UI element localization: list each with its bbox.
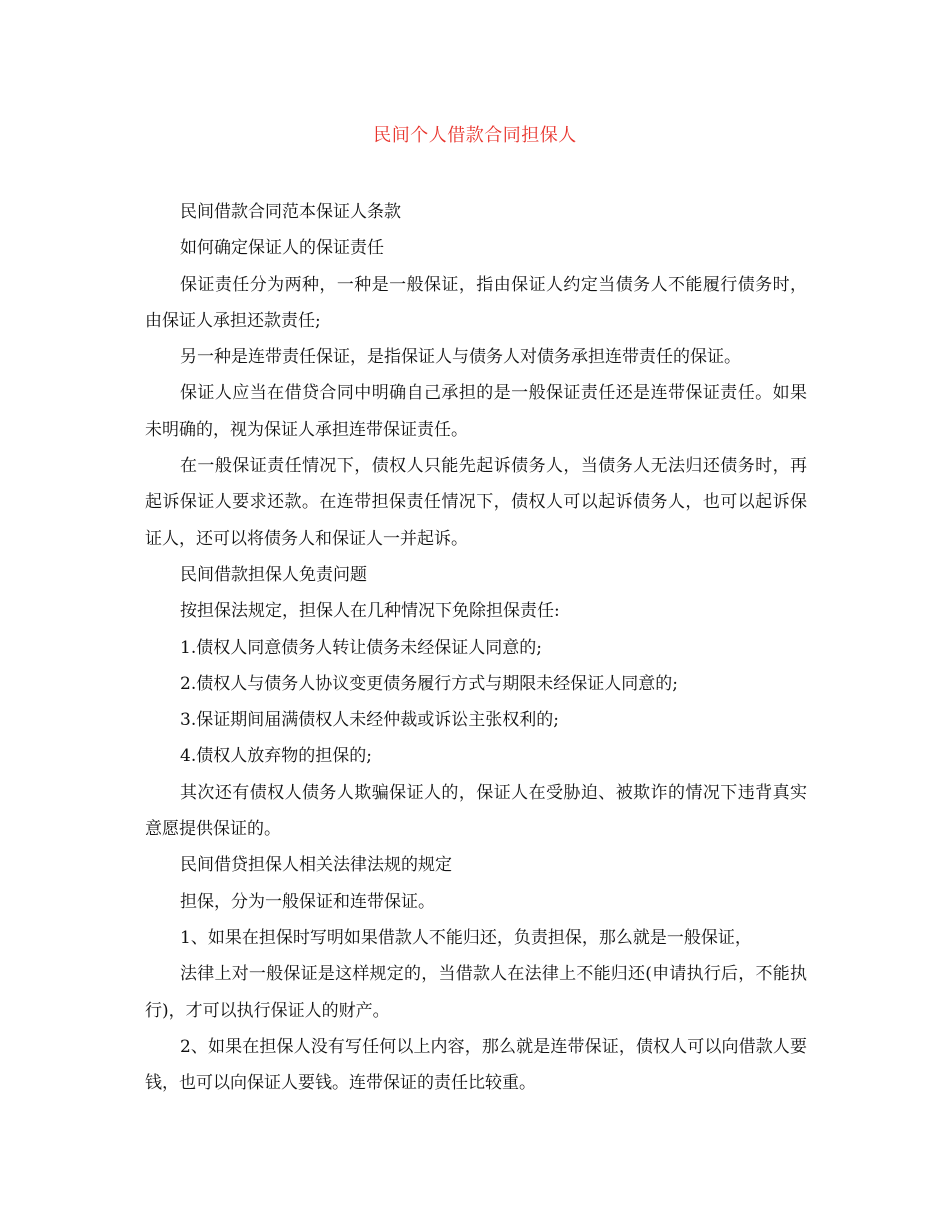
list-item: 2.债权人与债务人协议变更债务履行方式与期限未经保证人同意的;	[180, 673, 678, 694]
paragraph: 在一般保证责任情况下，债权人只能先起诉债务人，当债务人无法归还债务时，再起诉保证人要求还款。在连带担保责任情况下，债权人可以起诉债务人，也可以起诉保证人，还可以将债务人和保证人一并起诉。	[145, 456, 807, 549]
paragraph: 另一种是连带责任保证，是指保证人与债务人对债务承担连带责任的保证。	[180, 347, 741, 368]
paragraph: 民间借款合同范本保证人条款	[180, 202, 401, 222]
paragraph: 民间借贷担保人相关法律法规的规定	[180, 855, 452, 876]
paragraph: 1、如果在担保时写明如果借款人不能归还，负责担保，那么就是一般保证，	[180, 927, 752, 948]
document-body	[145, 194, 807, 1101]
paragraph: 如何确定保证人的保证责任	[180, 238, 384, 259]
paragraph: 保证责任分为两种，一种是一般保证，指由保证人约定当债务人不能履行债务时，由保证人承担还款责任;	[145, 274, 807, 331]
paragraph: 法律上对一般保证是这样规定的，当借款人在法律上不能归还(申请执行后，不能执行)，才可以执行保证人的财产。	[145, 964, 807, 1021]
list-item: 3.保证期间届满债权人未经仲裁或诉讼主张权利的;	[180, 710, 559, 731]
list-item: 4.债权人放弃物的担保的;	[180, 746, 372, 767]
paragraph: 2、如果在担保人没有写任何以上内容，那么就是连带保证，债权人可以向借款人要钱，也可以向保证人要钱。连带保证的责任比较重。	[145, 1036, 807, 1094]
paragraph: 其次还有债权人债务人欺骗保证人的，保证人在受胁迫、被欺诈的情况下违背真实意愿提供保证的。	[145, 782, 807, 840]
paragraph: 按担保法规定，担保人在几种情况下免除担保责任:	[180, 601, 560, 622]
paragraph: 保证人应当在借贷合同中明确自己承担的是一般保证责任还是连带保证责任。如果未明确的，视为保证人承担连带保证责任。	[145, 383, 807, 440]
paragraph: 民间借款担保人免责问题	[180, 564, 367, 585]
list-item: 1.债权人同意债务人转让债务未经保证人同意的;	[180, 637, 542, 658]
document-title: 民间个人借款合同担保人	[373, 125, 577, 146]
paragraph: 担保，分为一般保证和连带保证。	[180, 891, 435, 912]
